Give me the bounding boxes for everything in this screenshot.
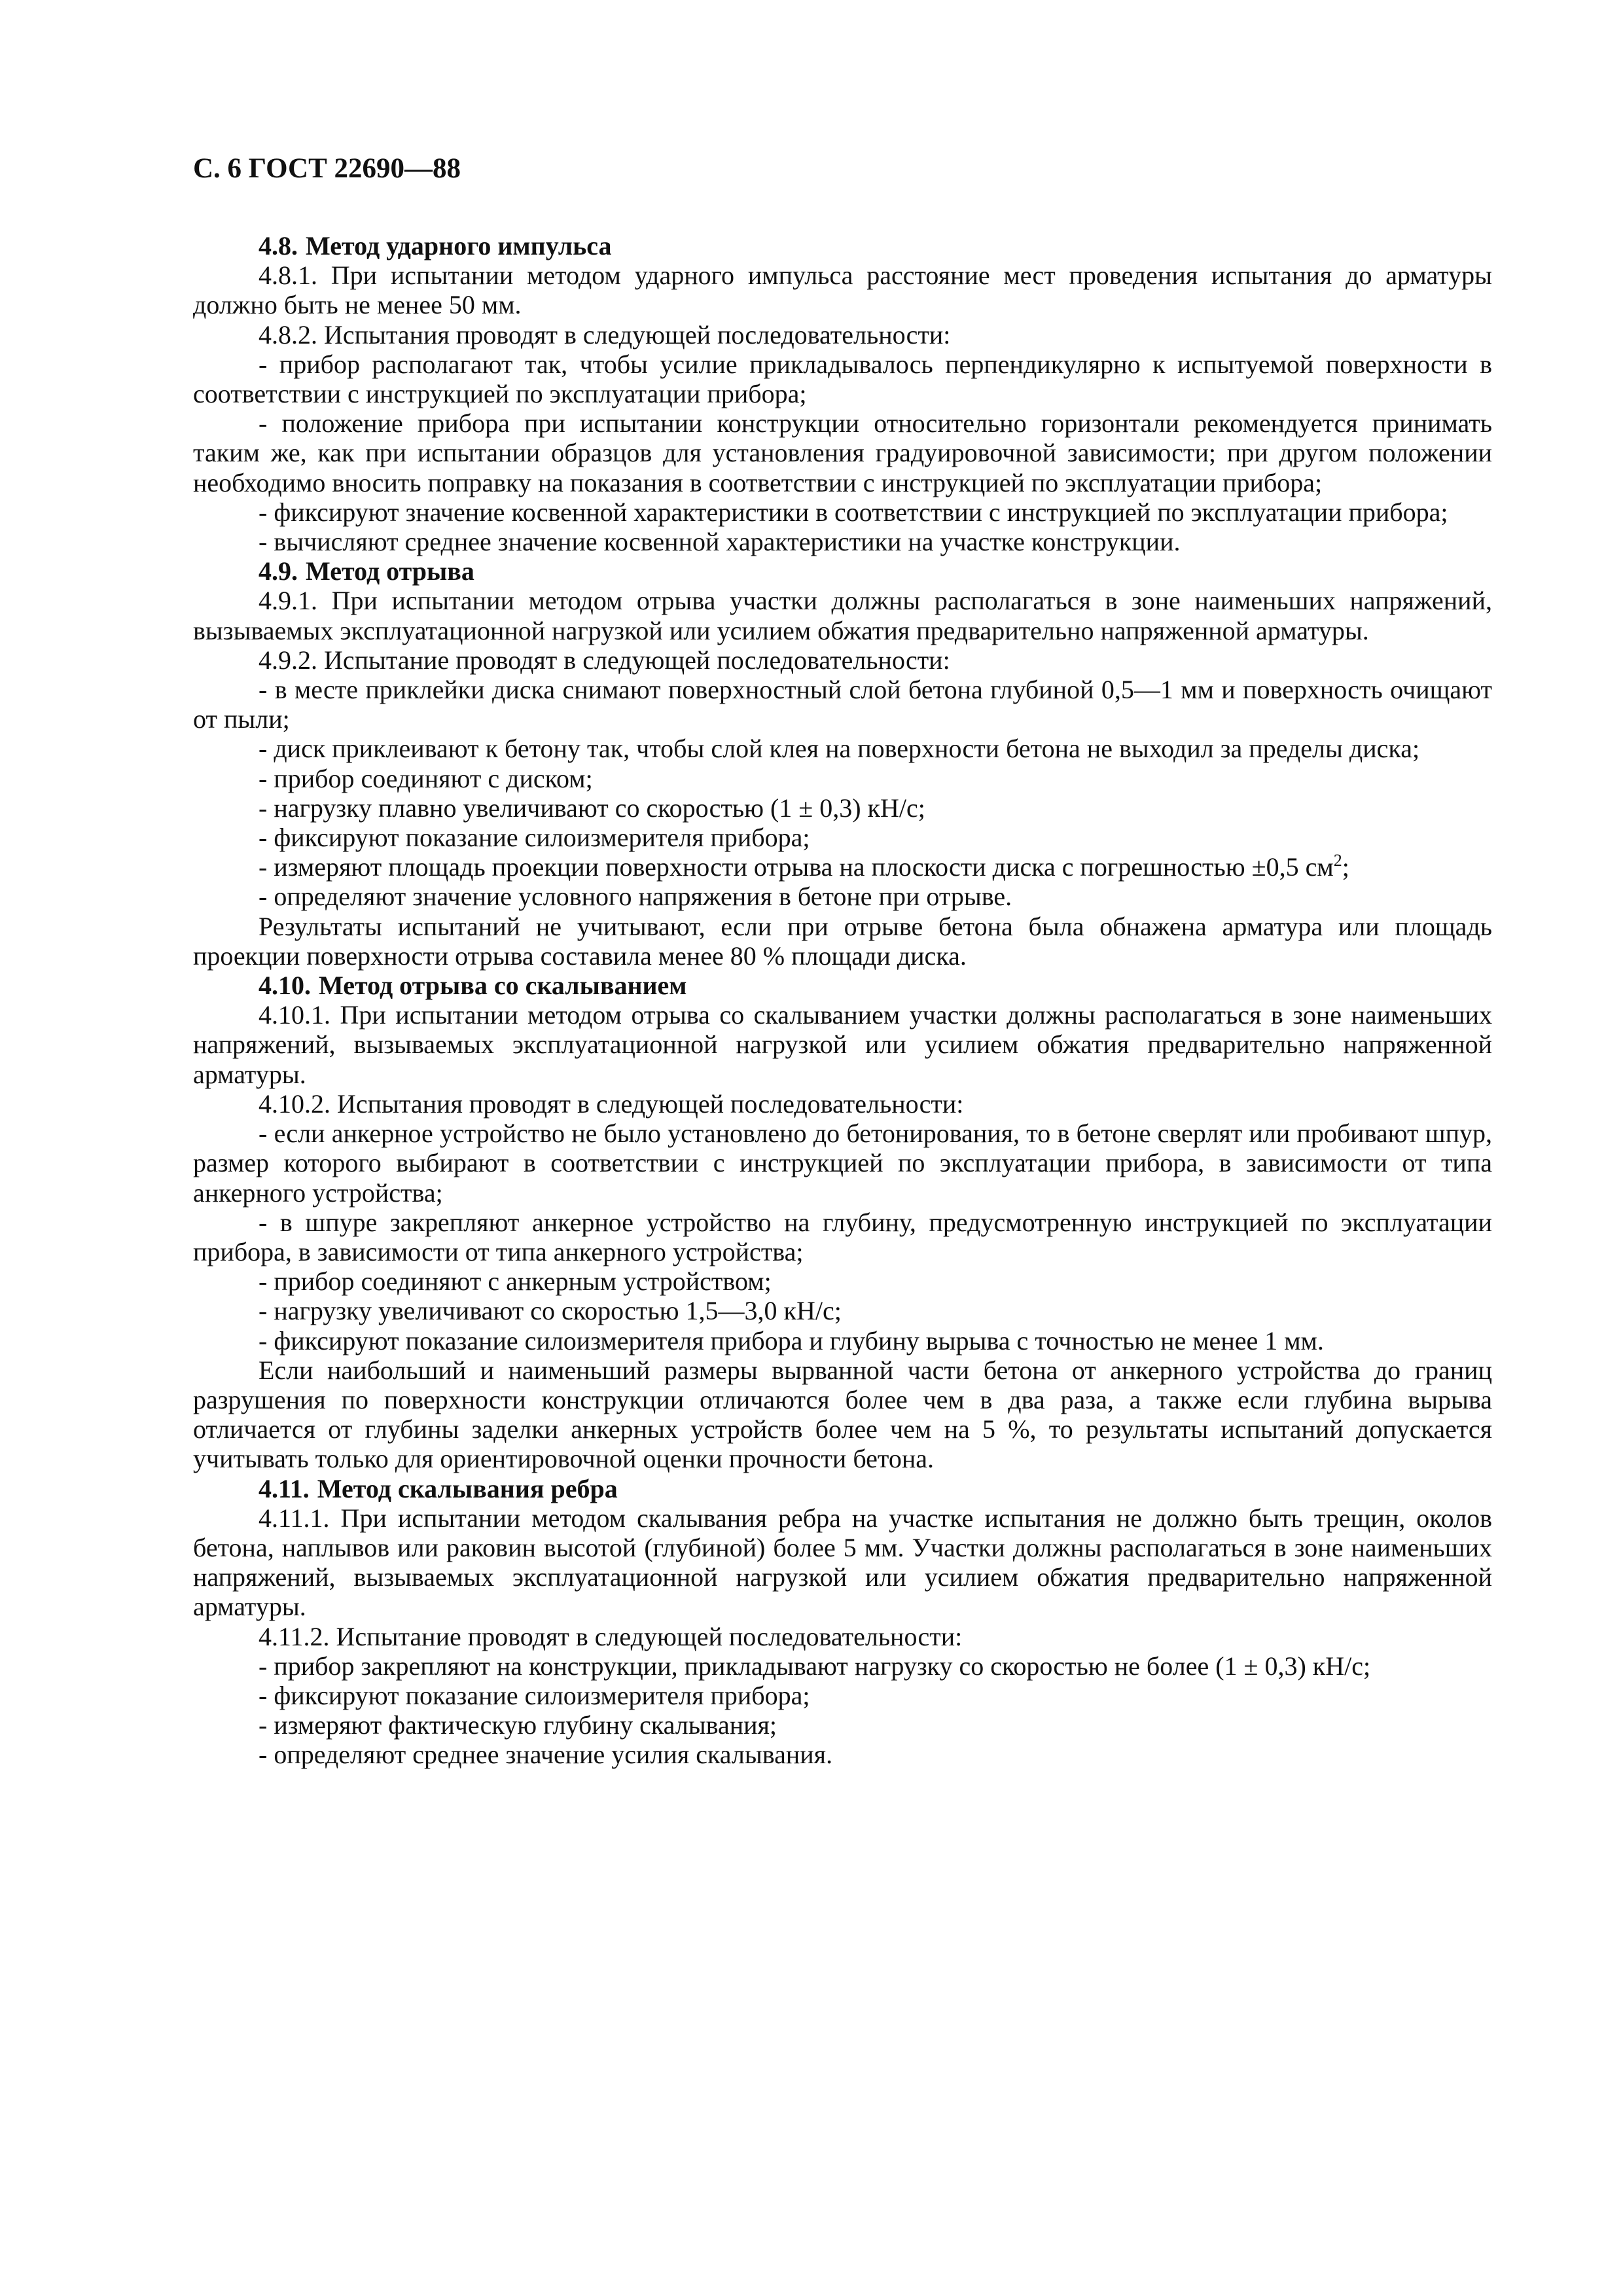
paragraph: Если наибольший и наименьший размеры вырванной части бетона от анкерного устройства до границ разрушения по поверхности конструкции отличаются более чем в два раза, а также если глубина вырыва отличается от глубины заделки анкерных устройств более чем на 5 %, то результаты испытаний допускается учитывать только для ориентировочной оценки прочности бетона. <box>193 1355 1492 1474</box>
section-heading <box>193 1474 1492 1503</box>
list-item: - положение прибора при испытании конструкции относительно горизонтали рекомендуется принимать таким же, как при испытании образцов для установления градуировочной зависимости; при другом положении необходимо вносить поправку на показания в соответствии с инструкцией по эксплуатации прибора; <box>193 408 1492 497</box>
section-heading <box>193 971 1492 1000</box>
section-heading <box>193 231 1492 260</box>
section-number: 4.11. <box>259 1473 310 1503</box>
section-number: 4.8. <box>259 231 298 260</box>
paragraph: 4.11.1. При испытании методом скалывания ребра на участке испытания не должно быть трещин, околов бетона, наплывов или раковин высотой (глубиной) более 5 мм. Участки должны располагаться в зоне наименьших напряжений, вызываемых эксплуатационной нагрузкой или усилием обжатия предварительно напряженной арматуры. <box>193 1503 1492 1622</box>
section-heading <box>193 556 1492 586</box>
list-item: - фиксируют значение косвенной характеристики в соответствии с инструкцией по эксплуатации прибора; <box>259 497 1448 527</box>
document-body <box>193 231 1492 1770</box>
section-number: 4.9. <box>259 556 298 586</box>
paragraph: Результаты испытаний не учитывают, если при отрыве бетона была обнажена арматура или площадь проекции поверхности отрыва составила менее 80 % площади диска. <box>193 911 1492 971</box>
list-item: - в месте приклейки диска снимают поверхностный слой бетона глубиной 0,5—1 мм и поверхность очищают от пыли; <box>193 675 1492 734</box>
list-item: - измеряют фактическую глубину скалывания; <box>259 1710 777 1740</box>
list-item <box>193 852 1492 882</box>
list-item: - фиксируют показание силоизмерителя прибора; <box>259 823 810 853</box>
list-item: - в шпуре закрепляют анкерное устройство на глубину, предусмотренную инструкцией по эксплуатации прибора, в зависимости от типа анкерного устройства; <box>193 1207 1492 1266</box>
list-item: - фиксируют показание силоизмерителя прибора и глубину вырыва с точностью не менее 1 мм. <box>259 1325 1324 1355</box>
list-item: - вычисляют среднее значение косвенной характеристики на участке конструкции. <box>259 527 1181 557</box>
list-item: - определяют значение условного напряжения в бетоне при отрыве. <box>259 882 1012 912</box>
list-item: - нагрузку увеличивают со скоростью 1,5—3,0 кН/с; <box>259 1296 842 1326</box>
paragraph: 4.8.1. При испытании методом ударного импульса расстояние мест проведения испытания до арматуры должно быть не менее 50 мм. <box>193 260 1492 320</box>
section-title: Метод отрыва <box>306 556 474 586</box>
running-head: С. 6 ГОСТ 22690—88 <box>193 153 461 184</box>
paragraph: 4.9.2. Испытание проводят в следующей последовательности: <box>259 645 950 675</box>
list-item: - прибор соединяют с анкерным устройством; <box>259 1266 772 1297</box>
list-item: - нагрузку плавно увеличивают со скоростью (1 ± 0,3) кН/с; <box>259 793 925 823</box>
list-item: - фиксируют показание силоизмерителя прибора; <box>259 1680 810 1710</box>
section-number: 4.10. <box>259 971 311 1001</box>
list-item: - диск приклеивают к бетону так, чтобы слой клея на поверхности бетона не выходил за пределы диска; <box>259 734 1420 764</box>
list-item: - определяют среднее значение усилия скалывания. <box>259 1740 833 1770</box>
list-item: - прибор соединяют с диском; <box>259 763 593 793</box>
paragraph: 4.8.2. Испытания проводят в следующей последовательности: <box>259 319 951 350</box>
section-title: Метод скалывания ребра <box>317 1473 618 1503</box>
list-item: - прибор закрепляют на конструкции, прикладывают нагрузку со скоростью не более (1 ± 0,3) кН/с; <box>259 1651 1371 1681</box>
section-title: Метод ударного импульса <box>306 231 612 260</box>
item-text: - измеряют площадь проекции поверхности отрыва на плоскости диска с погрешностью ±0,5 см <box>259 852 1334 882</box>
list-item: - прибор располагают так, чтобы усилие прикладывалось перпендикулярно к испытуемой поверхности в соответствии с инструкцией по эксплуатации прибора; <box>193 349 1492 409</box>
paragraph: 4.11.2. Испытание проводят в следующей последовательности: <box>259 1621 963 1651</box>
paragraph: 4.10.2. Испытания проводят в следующей последовательности: <box>259 1088 964 1119</box>
paragraph: 4.10.1. При испытании методом отрыва со скалыванием участки должны располагаться в зоне наименьших напряжений, вызываемых эксплуатационной нагрузкой или усилием обжатия предварительно напряженной арматуры. <box>193 1000 1492 1089</box>
item-text-end: ; <box>1342 852 1349 882</box>
section-title: Метод отрыва со скалыванием <box>319 971 687 1001</box>
list-item: - если анкерное устройство не было установлено до бетонирования, то в бетоне сверлят или пробивают шпур, размер которого выбирают в соответствии с инструкцией по эксплуатации прибора, в зависимости от типа анкерного устройства; <box>193 1119 1492 1208</box>
superscript: 2 <box>1333 851 1342 870</box>
paragraph: 4.9.1. При испытании методом отрыва участки должны располагаться в зоне наименьших напряжений, вызываемых эксплуатационной нагрузкой или усилием обжатия предварительно напряженной арматуры. <box>193 586 1492 645</box>
